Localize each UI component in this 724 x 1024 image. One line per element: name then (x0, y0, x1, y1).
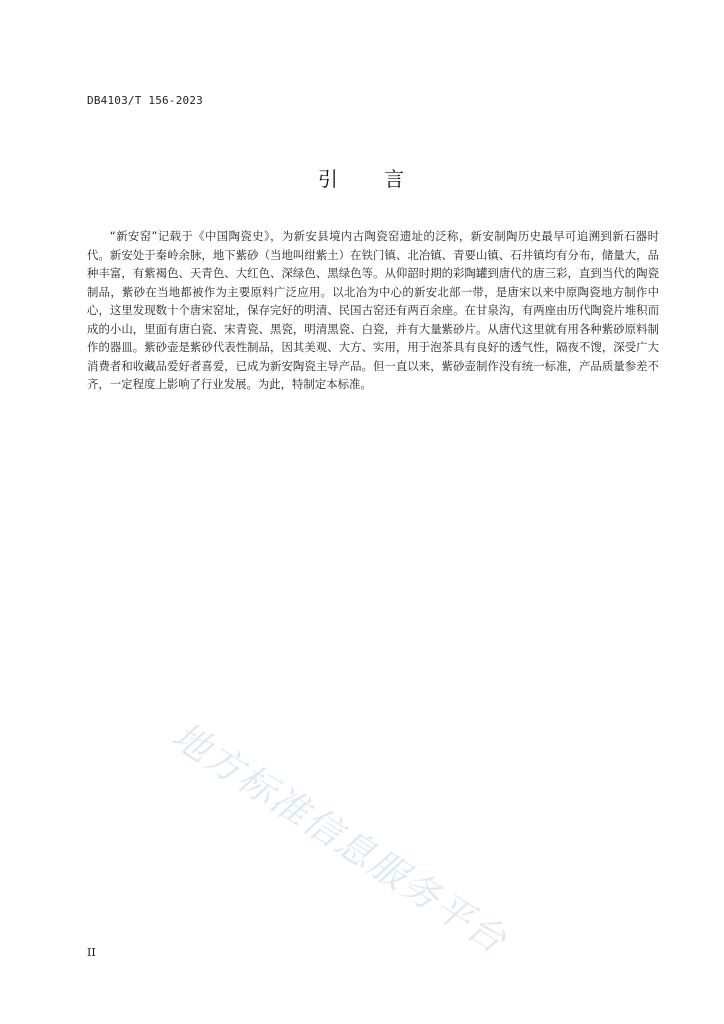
introduction-paragraph: “新安窑”记载于《中国陶瓷史》，为新安县境内古陶瓷窑遗址的泛称，新安制陶历史最早可追溯到新石器时代。新安处于秦岭余脉，地下紫砂（当地叫绀紫土）在铁门镇、北冶镇、青要山镇、石井镇均有分布，储量大，品种丰富，有紫褐色、天青色、大红色、深绿色、黑绿色等。从仰韶时期的彩陶罐到唐代的唐三彩，直到当代的陶瓷制品，紫砂在当地都被作为主要原料广泛应用。以北冶为中心的新安北部一带，是唐宋以来中原陶瓷地方制作中心，这里发现数十个唐宋窑址，保存完好的明清、民国古窑还有两百余座。在甘泉沟，有两座由历代陶瓷片堆积而成的小山，里面有唐白瓷、宋青瓷、黑瓷，明清黑瓷、白瓷，并有大量紫砂片。从唐代这里就有用各种紫砂原料制作的器皿。紫砂壶是紫砂代表性制品，因其美观、大方、实用，用于泡茶具有良好的透气性，隔夜不馊，深受广大消费者和收藏品爱好者喜爱，已成为新安陶瓷主导产品。但一直以来，紫砂壶制作没有统一标准，产品质量参差不齐，一定程度上影响了行业发展。为此，特制定本标准。 (87, 229, 659, 391)
introduction-body (87, 227, 659, 394)
page-title: 引 言 (317, 167, 425, 191)
page-number: II (87, 946, 96, 959)
watermark: 地方标准信息服务平台 (164, 713, 515, 963)
document-code: DB4103/T 156-2023 (87, 94, 203, 107)
